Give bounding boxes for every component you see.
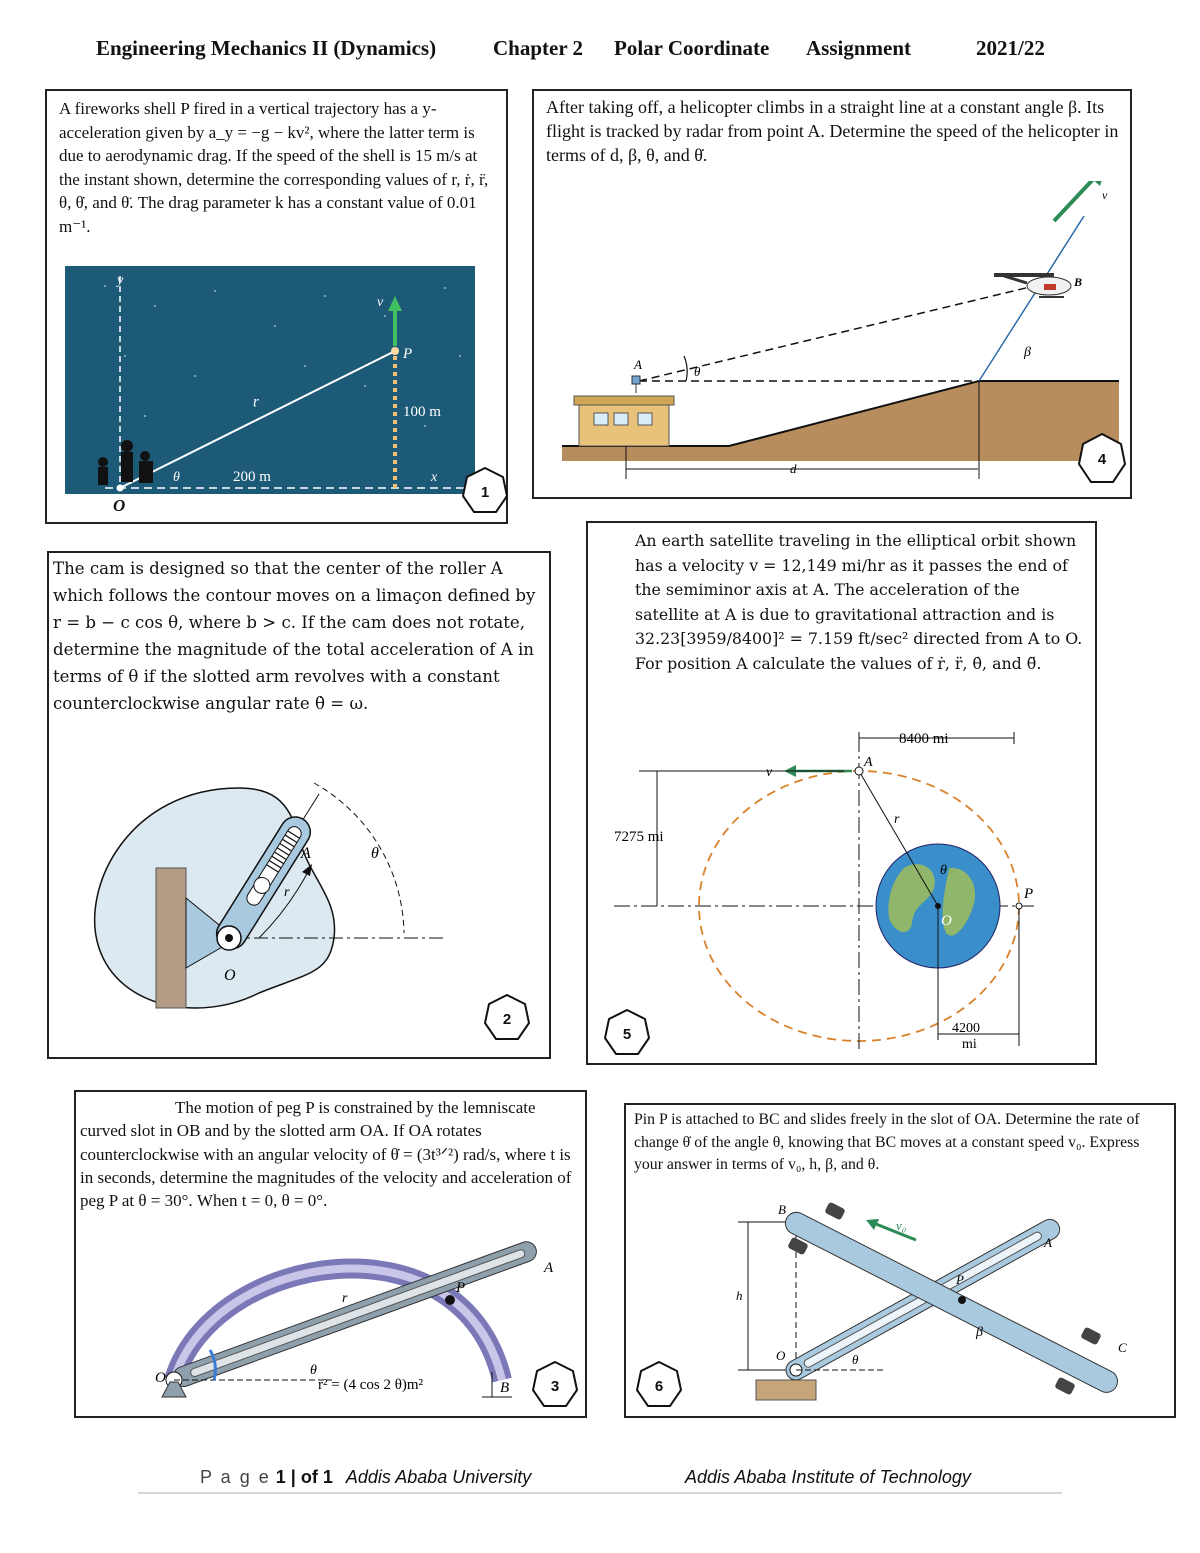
- p4-label-v: v: [1102, 188, 1108, 202]
- p5-dim-bottom-unit: mi: [962, 1037, 977, 1052]
- p1-label-base: 200 m: [233, 469, 271, 485]
- problem-4-badge: [1077, 432, 1127, 486]
- problem-4-figure: [554, 181, 1124, 481]
- p6-label-beta: β: [976, 1325, 983, 1340]
- p3-equation: r² = (4 cos 2 θ)m²: [318, 1377, 424, 1393]
- p4-label-A: A: [634, 357, 642, 372]
- p6-label-C: C: [1118, 1340, 1127, 1355]
- p1-label-v: v: [377, 295, 384, 310]
- footer-of: of 1: [300, 1467, 333, 1487]
- problem-5-badge: [603, 1008, 651, 1060]
- problem-2-number: 2: [502, 1010, 512, 1028]
- header-topic: Polar Coordinate: [614, 36, 770, 60]
- header-year: 2021/22: [976, 36, 1045, 60]
- p2-label-theta: θ: [371, 845, 379, 862]
- p6-label-A: A: [1044, 1235, 1052, 1250]
- problem-2-statement: The cam is designed so that the center of the roller A which follows the contour moves on a limaçon defined by r = b − c cos θ, where b > c. If the cam does not rotate, determine the magnitude of the total acceleration of A in terms of θ if the slotted arm revolves with a constant counterclockwise angular rate θ̇ = ω.: [53, 559, 536, 713]
- p5-dim-bottom: 4200: [952, 1021, 980, 1036]
- p5-dim-left: 7275 mi: [614, 829, 664, 845]
- p2-label-O: O: [224, 967, 236, 984]
- p5-label-theta: θ: [940, 863, 947, 878]
- problem-4-number: 4: [1097, 450, 1107, 468]
- p3-label-B: B: [500, 1380, 510, 1396]
- p6-label-theta: θ: [852, 1352, 859, 1367]
- problem-2-badge: [483, 993, 531, 1045]
- problem-2-box: [47, 551, 551, 1059]
- p6-label-O: O: [776, 1348, 786, 1363]
- p6-label-h: h: [736, 1288, 743, 1303]
- p5-label-A: A: [864, 755, 873, 770]
- p6-label-v0: v₀: [896, 1218, 907, 1233]
- p1-label-theta: θ: [173, 470, 180, 485]
- problem-5-number: 5: [622, 1025, 632, 1043]
- problem-1-number: 1: [480, 483, 490, 501]
- footer-page-num: 1: [275, 1467, 286, 1487]
- header-chapter: Chapter 2: [493, 36, 584, 60]
- footer-institute: Addis Ababa Institute of Technology: [685, 1467, 971, 1487]
- problem-1-statement: A fireworks shell P fired in a vertical trajectory has a y-acceleration given by a_y = −g − kv², where the latter term is due to aerodynamic drag. If the speed of the shell is 15 m/s at the instant shown, determine the corresponding values of r, ṙ, r̈, θ, θ̇, and θ̈. The drag parameter k has a constant value of 0.01 m⁻¹.: [59, 99, 489, 236]
- problem-3-number: 3: [550, 1377, 560, 1395]
- problem-6-statement: Pin P is attached to BC and slides freely in the slot of OA. Determine the rate of change θ̇ of the angle θ, knowing that BC moves at a constant speed v₀. Express your answer in terms of v₀, h, β, and θ.: [634, 1111, 1140, 1173]
- problem-1-badge: [461, 466, 509, 518]
- p4-label-theta: θ: [694, 364, 701, 379]
- problem-4-statement: After taking off, a helicopter climbs in a straight line at a constant angle β. Its flight is tracked by radar from point A. Determine the speed of the helicopter in terms of d, β, θ, and θ̇.: [546, 97, 1119, 165]
- p5-dim-top: 8400 mi: [899, 731, 949, 747]
- p2-label-r: r: [284, 885, 290, 900]
- problem-1-box: [45, 89, 508, 524]
- footer-sep: |: [290, 1467, 296, 1487]
- p3-label-O: O: [155, 1370, 166, 1386]
- problem-6-figure: [636, 1200, 1171, 1415]
- p1-label-height: 100 m: [403, 404, 441, 420]
- footer-university: Addis Ababa University: [345, 1467, 532, 1487]
- p1-label-y: y: [117, 273, 124, 288]
- problem-6-number: 6: [654, 1377, 664, 1395]
- p3-label-theta: θ: [310, 1363, 317, 1378]
- problem-3-statement: The motion of peg P is constrained by the lemniscate curved slot in OB and by the slotted arm OA. If OA rotates counterclockwise with an angular velocity of θ̇ = (3t³ᐟ²) rad/s, where t is in seconds, determine the magnitudes of the velocity and acceleration of peg P at θ = 30°. When t = 0, θ = 0°.: [80, 1098, 572, 1211]
- helicopter-icon: [994, 273, 1071, 297]
- p5-label-r: r: [894, 812, 900, 827]
- p5-label-O: O: [941, 913, 952, 929]
- p4-label-B: B: [1074, 275, 1083, 289]
- problem-3-box: [74, 1090, 587, 1418]
- problem-2-figure: [69, 758, 549, 1058]
- radar-icon: [632, 376, 640, 393]
- p3-label-r: r: [342, 1291, 348, 1306]
- problem-6-badge: [635, 1360, 683, 1412]
- problem-4-box: [532, 89, 1132, 499]
- p6-label-P: P: [956, 1272, 964, 1287]
- p4-label-beta: β: [1024, 345, 1031, 360]
- problem-3-figure: [82, 1232, 582, 1417]
- header-assignment: Assignment: [806, 36, 912, 60]
- p3-label-P: P: [456, 1280, 466, 1296]
- problem-6-box: [624, 1103, 1176, 1418]
- problem-5-statement: An earth satellite traveling in the elliptical orbit shown has a velocity v = 12,149 mi/hr as it passes the end of the semiminor axis at A. The acceleration of the satellite at A is due to gravitational attraction and is 32.23[3959/8400]² = 7.159 ft/sec² directed from A to O. For position A calculate the values of ṙ, r̈, θ̇, and θ̈.: [635, 531, 1083, 673]
- p4-label-d: d: [790, 461, 797, 476]
- p1-label-r: r: [253, 394, 259, 410]
- footer-page-word: P a g e: [200, 1467, 271, 1487]
- p1-label-x: x: [431, 470, 438, 485]
- problem-1-figure: [65, 266, 495, 496]
- header-course: Engineering Mechanics II (Dynamics): [96, 36, 437, 60]
- p1-label-O: O: [113, 496, 126, 515]
- p5-label-v: v: [766, 765, 773, 780]
- p1-label-P: P: [403, 346, 413, 362]
- p6-label-B: B: [778, 1202, 786, 1217]
- p3-label-A: A: [544, 1260, 554, 1276]
- p5-label-P: P: [1024, 886, 1034, 902]
- problem-5-box: [586, 521, 1097, 1065]
- problem-5-figure: [594, 728, 1094, 1063]
- p2-label-A: A: [301, 845, 311, 862]
- footer-page: [200, 1467, 531, 1488]
- footer-rule: [138, 1492, 1062, 1494]
- problem-3-badge: [531, 1360, 579, 1412]
